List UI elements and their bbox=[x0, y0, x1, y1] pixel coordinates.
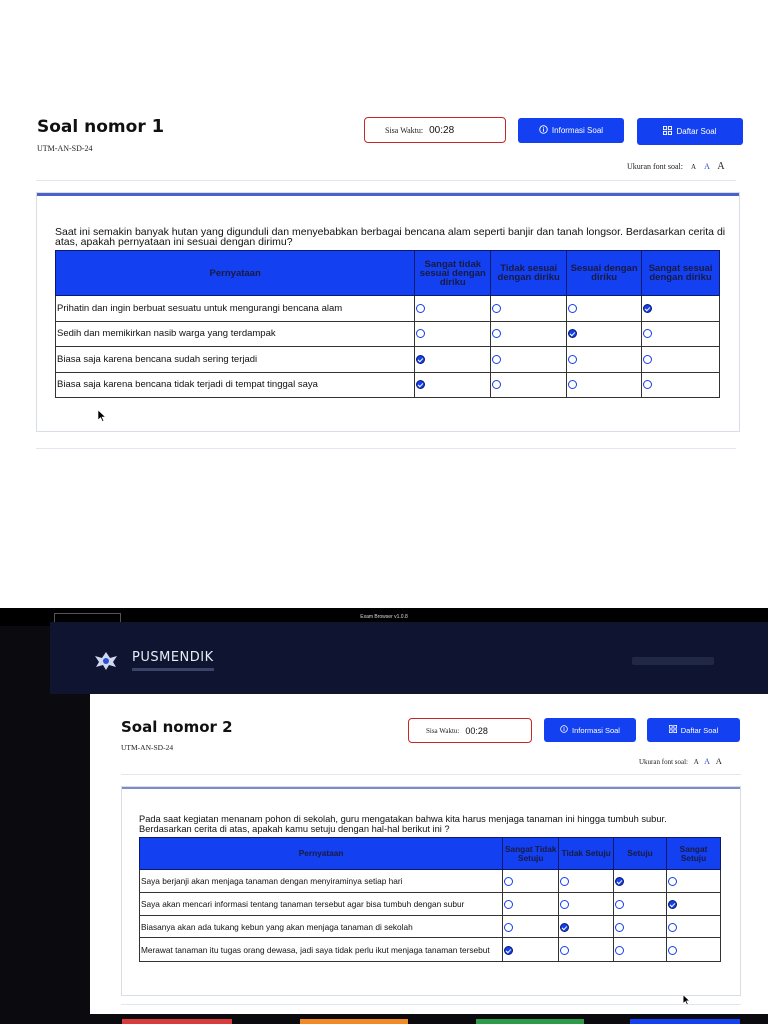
radio-option[interactable] bbox=[615, 946, 624, 955]
nav-button-finish[interactable] bbox=[630, 1019, 740, 1024]
font-size-label: Ukuran font soal: bbox=[627, 162, 683, 171]
table-body-1 bbox=[56, 296, 720, 398]
statement-cell: Biasa saja karena bencana tidak terjadi di tempat tinggal saya bbox=[56, 373, 415, 398]
radio-option[interactable] bbox=[615, 900, 624, 909]
option-cell bbox=[614, 916, 667, 938]
grid-icon bbox=[663, 126, 672, 137]
statement-cell: Saya berjanji akan menjaga tanaman dengan menyiraminya setiap hari bbox=[140, 870, 503, 893]
option-cell bbox=[415, 322, 491, 347]
option-cell bbox=[503, 916, 559, 938]
option-cell bbox=[667, 916, 721, 938]
radio-option[interactable] bbox=[492, 355, 501, 364]
title-number: 1 bbox=[151, 116, 165, 137]
option-cell bbox=[667, 938, 721, 962]
header-option-2: Tidak sesuai dengan diriku bbox=[491, 251, 567, 296]
radio-selected[interactable] bbox=[668, 900, 677, 909]
option-cell bbox=[642, 373, 720, 398]
info-soal-label: Informasi Soal bbox=[572, 725, 620, 735]
window-title: Exam Browser v1.0.8 bbox=[360, 614, 408, 620]
radio-selected[interactable] bbox=[643, 304, 652, 313]
font-size-control bbox=[639, 756, 722, 766]
statement-cell: Biasa saja karena bencana sudah sering terjadi bbox=[56, 347, 415, 373]
radio-selected[interactable] bbox=[568, 329, 577, 338]
radio-option[interactable] bbox=[668, 946, 677, 955]
divider bbox=[36, 448, 736, 449]
option-cell bbox=[614, 870, 667, 893]
timer-label: Sisa Waktu: bbox=[385, 125, 424, 135]
radio-option[interactable] bbox=[416, 329, 425, 338]
nav-button-doubt[interactable] bbox=[300, 1019, 408, 1024]
radio-option[interactable] bbox=[492, 304, 501, 313]
nav-button-prev[interactable] bbox=[122, 1019, 232, 1024]
statement-table-2 bbox=[139, 837, 721, 962]
option-cell bbox=[614, 893, 667, 916]
radio-option[interactable] bbox=[492, 380, 501, 389]
radio-option[interactable] bbox=[416, 304, 425, 313]
info-circle-icon bbox=[539, 125, 548, 136]
timer-label: Sisa Waktu: bbox=[426, 726, 460, 735]
option-cell bbox=[415, 347, 491, 373]
option-cell bbox=[667, 893, 721, 916]
header-pernyataan: Pernyataan bbox=[56, 251, 415, 296]
table-row bbox=[56, 347, 720, 373]
divider bbox=[121, 774, 741, 775]
radio-option[interactable] bbox=[643, 380, 652, 389]
option-cell bbox=[567, 347, 642, 373]
header-option-3: Sesuai dengan diriku bbox=[567, 251, 642, 296]
option-cell bbox=[614, 938, 667, 962]
brand-tagline bbox=[132, 668, 214, 671]
timer-value: 00:28 bbox=[429, 124, 455, 136]
option-cell bbox=[642, 322, 720, 347]
option-cell bbox=[503, 893, 559, 916]
garuda-emblem-icon bbox=[92, 650, 120, 672]
radio-selected[interactable] bbox=[504, 946, 513, 955]
option-cell bbox=[559, 916, 614, 938]
radio-selected[interactable] bbox=[560, 923, 569, 932]
table-row bbox=[56, 373, 720, 398]
font-medium-button[interactable]: A bbox=[704, 162, 710, 171]
header-option-1: Sangat Tidak Setuju bbox=[503, 838, 559, 870]
font-small-button[interactable]: A bbox=[691, 163, 697, 171]
info-circle-icon bbox=[560, 725, 568, 735]
font-size-label: Ukuran font soal: bbox=[639, 758, 688, 766]
option-cell bbox=[503, 938, 559, 962]
daftar-soal-button[interactable] bbox=[647, 718, 740, 742]
option-cell bbox=[415, 296, 491, 322]
page-title-2 bbox=[121, 718, 233, 736]
option-cell bbox=[503, 870, 559, 893]
radio-option[interactable] bbox=[615, 923, 624, 932]
page-title-1 bbox=[37, 116, 164, 137]
font-large-button[interactable]: A bbox=[715, 756, 722, 766]
divider bbox=[121, 1004, 741, 1005]
radio-option[interactable] bbox=[492, 329, 501, 338]
radio-selected[interactable] bbox=[615, 877, 624, 886]
header-option-1: Sangat tidak sesuai dengan diriku bbox=[415, 251, 491, 296]
radio-option[interactable] bbox=[643, 355, 652, 364]
statement-table-1 bbox=[55, 250, 720, 398]
header-option-3: Setuju bbox=[614, 838, 667, 870]
timer-value: 00:28 bbox=[465, 725, 488, 736]
radio-option[interactable] bbox=[504, 900, 513, 909]
radio-option[interactable] bbox=[560, 900, 569, 909]
table-row bbox=[140, 916, 721, 938]
option-cell bbox=[642, 347, 720, 373]
title-number: 2 bbox=[222, 718, 233, 736]
title-prefix: Soal nomor bbox=[121, 718, 223, 736]
option-cell bbox=[415, 373, 491, 398]
option-cell bbox=[491, 347, 567, 373]
statement-cell: Merawat tanaman itu tugas orang dewasa, jadi saya tidak perlu ikut menjaga tanaman tersebut bbox=[140, 938, 503, 962]
statement-cell: Sedih dan memikirkan nasib warga yang terdampak bbox=[56, 322, 415, 347]
radio-option[interactable] bbox=[568, 355, 577, 364]
font-size-control bbox=[627, 161, 725, 172]
option-cell bbox=[667, 870, 721, 893]
option-cell bbox=[567, 373, 642, 398]
timer-box bbox=[408, 718, 532, 743]
radio-option[interactable] bbox=[568, 304, 577, 313]
option-cell bbox=[559, 938, 614, 962]
radio-option[interactable] bbox=[668, 877, 677, 886]
table-row bbox=[140, 893, 721, 916]
radio-option[interactable] bbox=[504, 923, 513, 932]
question-text-2: Pada saat kegiatan menanam pohon di sekolah, guru mengatakan bahwa kita harus menjaga tanaman ini hingga tumbuh subur. Berdasarkan cerita di atas, apakah kamu setuju dengan hal-hal berikut ini ? bbox=[139, 814, 667, 834]
daftar-soal-button[interactable] bbox=[637, 118, 743, 145]
option-cell bbox=[642, 296, 720, 322]
radio-selected[interactable] bbox=[416, 380, 425, 389]
card-top-border bbox=[122, 787, 740, 789]
font-small-button[interactable]: A bbox=[693, 758, 699, 766]
option-cell bbox=[567, 296, 642, 322]
divider bbox=[36, 180, 736, 181]
radio-option[interactable] bbox=[668, 923, 677, 932]
user-info bbox=[632, 657, 714, 665]
daftar-soal-label: Daftar Soal bbox=[676, 127, 717, 136]
title-prefix: Soal nomor bbox=[37, 117, 152, 137]
timer-box bbox=[364, 117, 506, 143]
question-text-1: Saat ini semakin banyak hutan yang digunduli dan menyebabkan berbagai bencana alam seperti banjir dan tanah longsor. Berdasarkan cerita di atas, apakah pernyataan ini sesuai dengan dirimu? bbox=[55, 226, 726, 248]
radio-option[interactable] bbox=[560, 946, 569, 955]
nav-button-next[interactable] bbox=[476, 1019, 584, 1024]
font-large-button[interactable]: A bbox=[717, 161, 725, 172]
info-soal-label: Informasi Soal bbox=[551, 126, 604, 135]
option-cell bbox=[559, 893, 614, 916]
question-code: UTM-AN-SD-24 bbox=[37, 144, 93, 153]
table-body-2 bbox=[140, 870, 721, 962]
statement-cell: Biasanya akan ada tukang kebun yang akan menjaga tanaman di sekolah bbox=[140, 916, 503, 938]
card-top-border bbox=[37, 193, 739, 196]
option-cell bbox=[559, 870, 614, 893]
radio-option[interactable] bbox=[560, 877, 569, 886]
header-option-4: Sangat Setuju bbox=[667, 838, 721, 870]
table-row bbox=[140, 938, 721, 962]
info-soal-button[interactable] bbox=[544, 718, 636, 742]
statement-cell: Saya akan mencari informasi tentang tanaman tersebut agar bisa tumbuh dengan subur bbox=[140, 893, 503, 916]
radio-option[interactable] bbox=[568, 380, 577, 389]
option-cell bbox=[567, 322, 642, 347]
table-row bbox=[140, 870, 721, 893]
option-cell bbox=[491, 322, 567, 347]
option-cell bbox=[491, 296, 567, 322]
radio-option[interactable] bbox=[643, 329, 652, 338]
option-cell bbox=[491, 373, 567, 398]
question-code: UTM-AN-SD-24 bbox=[121, 743, 174, 752]
info-soal-button[interactable] bbox=[518, 118, 624, 143]
font-medium-button[interactable]: A bbox=[704, 757, 710, 766]
radio-option[interactable] bbox=[504, 877, 513, 886]
daftar-soal-label: Daftar Soal bbox=[680, 725, 719, 735]
header-option-4: Sangat sesuai dengan diriku bbox=[642, 251, 720, 296]
radio-selected[interactable] bbox=[416, 355, 425, 364]
grid-icon bbox=[669, 725, 677, 735]
table-row bbox=[56, 296, 720, 322]
header-option-2: Tidak Setuju bbox=[559, 838, 614, 870]
header-pernyataan: Pernyataan bbox=[140, 838, 503, 870]
statement-cell: Prihatin dan ingin berbuat sesuatu untuk mengurangi bencana alam bbox=[56, 296, 415, 322]
brand-name: PUSMENDIK bbox=[132, 650, 214, 665]
table-row bbox=[56, 322, 720, 347]
